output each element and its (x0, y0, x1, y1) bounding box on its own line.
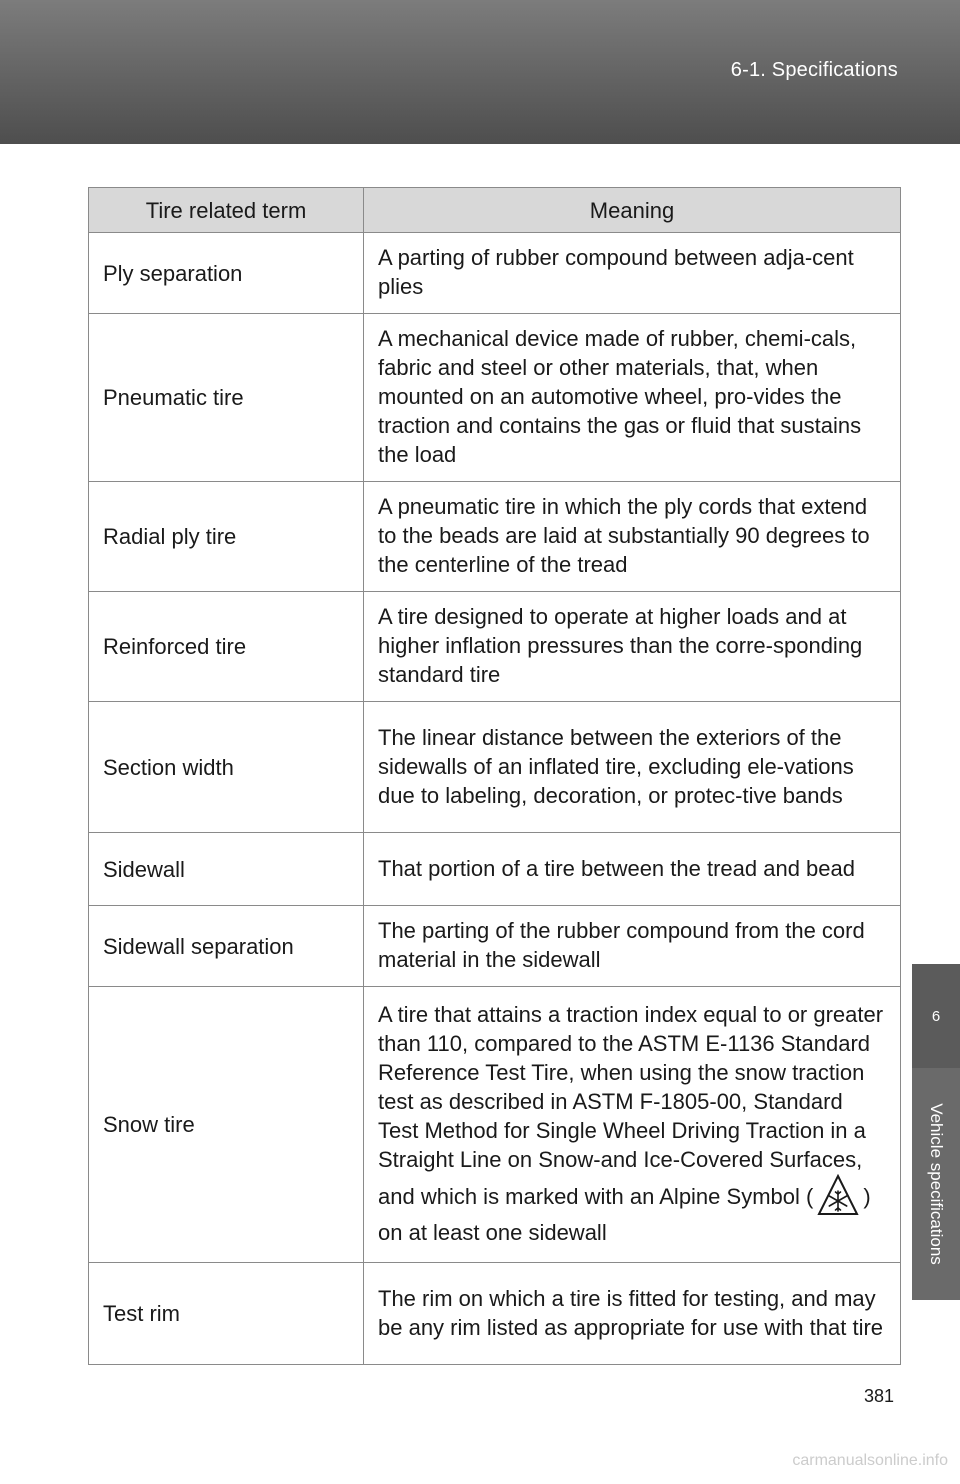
term-cell: Ply separation (89, 233, 364, 314)
term-cell: Radial ply tire (89, 482, 364, 592)
meaning-cell: The parting of the rubber compound from the cord material in the sidewall (364, 906, 901, 987)
tire-terms-table (88, 187, 901, 1365)
table-header-row (89, 188, 901, 233)
meaning-cell: The linear distance between the exteriors of the sidewalls of an inflated tire, excluding ele-vations due to labeling, decoration, or protec-tive bands (364, 702, 901, 833)
chapter-tab-label-text: Vehicle specifications (927, 1103, 946, 1265)
term-cell: Sidewall (89, 833, 364, 906)
meaning-cell (364, 987, 901, 1263)
page-header (0, 0, 960, 144)
table-row (89, 233, 901, 314)
table-row (89, 314, 901, 482)
meaning-text-after-icon: ) on at least one sidewall (378, 1184, 871, 1245)
meaning-cell: That portion of a tire between the tread and bead (364, 833, 901, 906)
term-cell: Pneumatic tire (89, 314, 364, 482)
page-number: 381 (863, 1386, 894, 1406)
column-header-meaning: Meaning (364, 188, 901, 233)
term-cell: Section width (89, 702, 364, 833)
meaning-cell: A pneumatic tire in which the ply cords that extend to the beads are laid at substantially 90 degrees to the centerline of the tread (364, 482, 901, 592)
table-row (89, 702, 901, 833)
table-row (89, 482, 901, 592)
table-row (89, 1263, 901, 1365)
section-title: 6-1. Specifications (730, 59, 898, 81)
chapter-tab-label (912, 1068, 960, 1300)
column-header-term: Tire related term (89, 188, 364, 233)
table-row (89, 906, 901, 987)
meaning-text: A tire that attains a traction index equal to or greater than 110, compared to the ASTM E-1136 Standard Reference Test Tire, when using the snow traction test as described in ASTM F-1805-00, Standard Test Method for Single Wheel Driving Traction in a Straight Line on Snow-and Ice-Covered Surfaces, and which is marked with an Alpine Symbol ( (378, 1002, 884, 1209)
term-cell: Reinforced tire (89, 592, 364, 702)
table-row (89, 833, 901, 906)
meaning-cell: A parting of rubber compound between adja-cent plies (364, 233, 901, 314)
table-row (89, 592, 901, 702)
term-cell: Test rim (89, 1263, 364, 1365)
chapter-tab-number: 6 (912, 964, 960, 1068)
alpine-symbol-icon (817, 1174, 859, 1218)
term-cell: Snow tire (89, 987, 364, 1263)
meaning-cell: A tire designed to operate at higher loads and at higher inflation pressures than the corre-sponding standard tire (364, 592, 901, 702)
table-row (89, 987, 901, 1263)
term-cell: Sidewall separation (89, 906, 364, 987)
meaning-cell: The rim on which a tire is fitted for testing, and may be any rim listed as appropriate for use with that tire (364, 1263, 901, 1365)
watermark: carmanualsonline.info (792, 1452, 948, 1469)
meaning-cell: A mechanical device made of rubber, chemi-cals, fabric and steel or other materials, that, when mounted on an automotive wheel, pro-vides the traction and contains the gas or fluid that sustains the load (364, 314, 901, 482)
